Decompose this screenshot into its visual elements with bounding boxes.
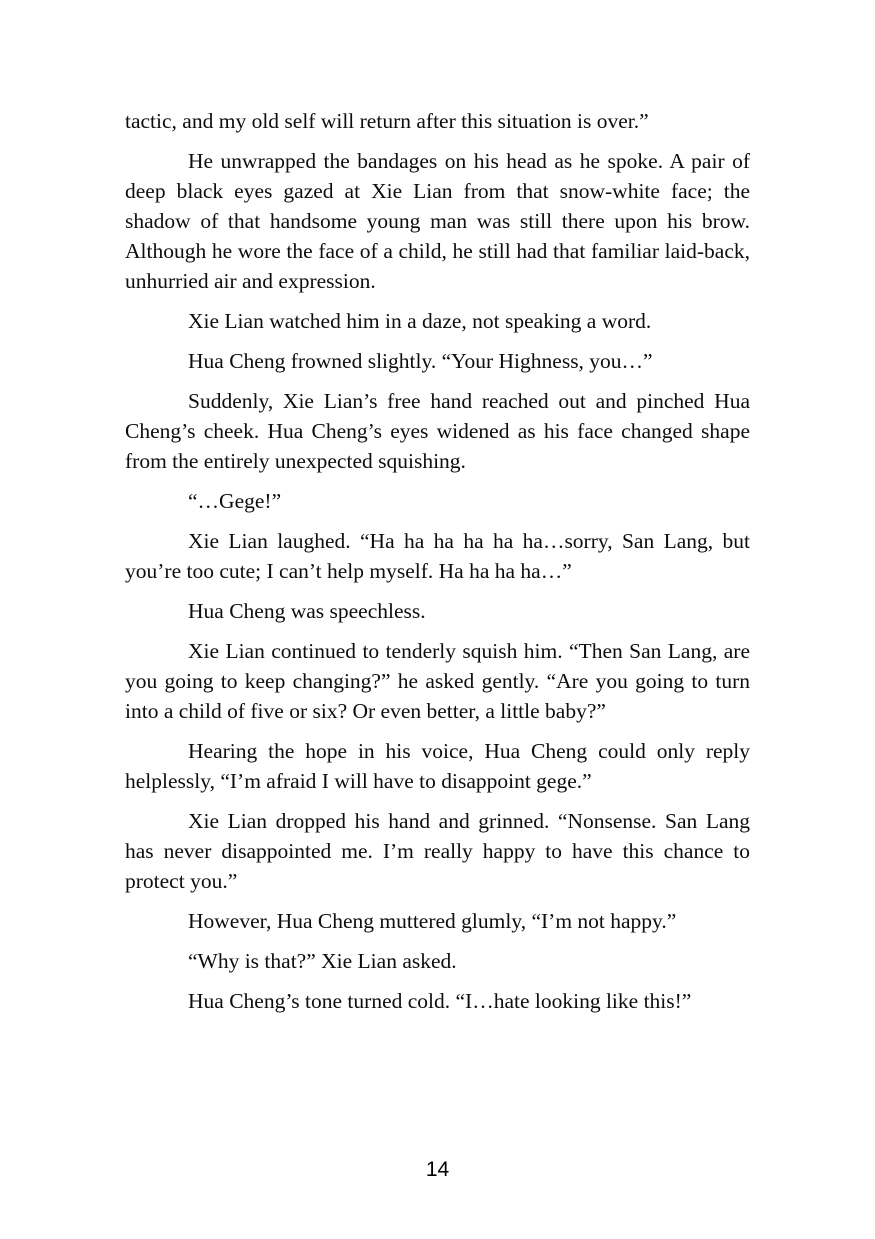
paragraph: Xie Lian dropped his hand and grinned. “Nonsense. San Lang has never disappointed me. I’m really happy to have this chance to protect you.” [125, 809, 750, 893]
paragraph: Hua Cheng frowned slightly. “Your Highness, you…” [188, 349, 653, 373]
paragraph: “Why is that?” Xie Lian asked. [188, 949, 457, 973]
page-text-body [125, 106, 750, 1016]
paragraph: Xie Lian watched him in a daze, not speaking a word. [188, 309, 652, 333]
page-number: 14 [425, 1158, 450, 1181]
paragraph: “…Gege!” [188, 489, 282, 513]
paragraph: He unwrapped the bandages on his head as he spoke. A pair of deep black eyes gazed at Xie Lian from that snow-white face; the shadow of that handsome young man was still there upon his brow. Although he wore the face of a child, he still had that familiar laid-back, unhurried air and expression. [125, 149, 750, 293]
paragraph: Hua Cheng’s tone turned cold. “I…hate looking like this!” [188, 989, 692, 1013]
paragraph: Suddenly, Xie Lian’s free hand reached out and pinched Hua Cheng’s cheek. Hua Cheng’s eyes widened as his face changed shape from the entirely unexpected squishing. [125, 389, 750, 473]
paragraph: Xie Lian continued to tenderly squish him. “Then San Lang, are you going to keep changing?” he asked gently. “Are you going to turn into a child of five or six? Or even better, a little baby?” [125, 639, 750, 723]
paragraph: However, Hua Cheng muttered glumly, “I’m not happy.” [188, 909, 677, 933]
paragraph: Hua Cheng was speechless. [188, 599, 426, 623]
paragraph: Xie Lian laughed. “Ha ha ha ha ha ha…sorry, San Lang, but you’re too cute; I can’t help myself. Ha ha ha ha…” [125, 529, 750, 583]
paragraph: Hearing the hope in his voice, Hua Cheng could only reply helplessly, “I’m afraid I will have to disappoint gege.” [125, 739, 750, 793]
paragraph: tactic, and my old self will return after this situation is over.” [125, 109, 649, 133]
